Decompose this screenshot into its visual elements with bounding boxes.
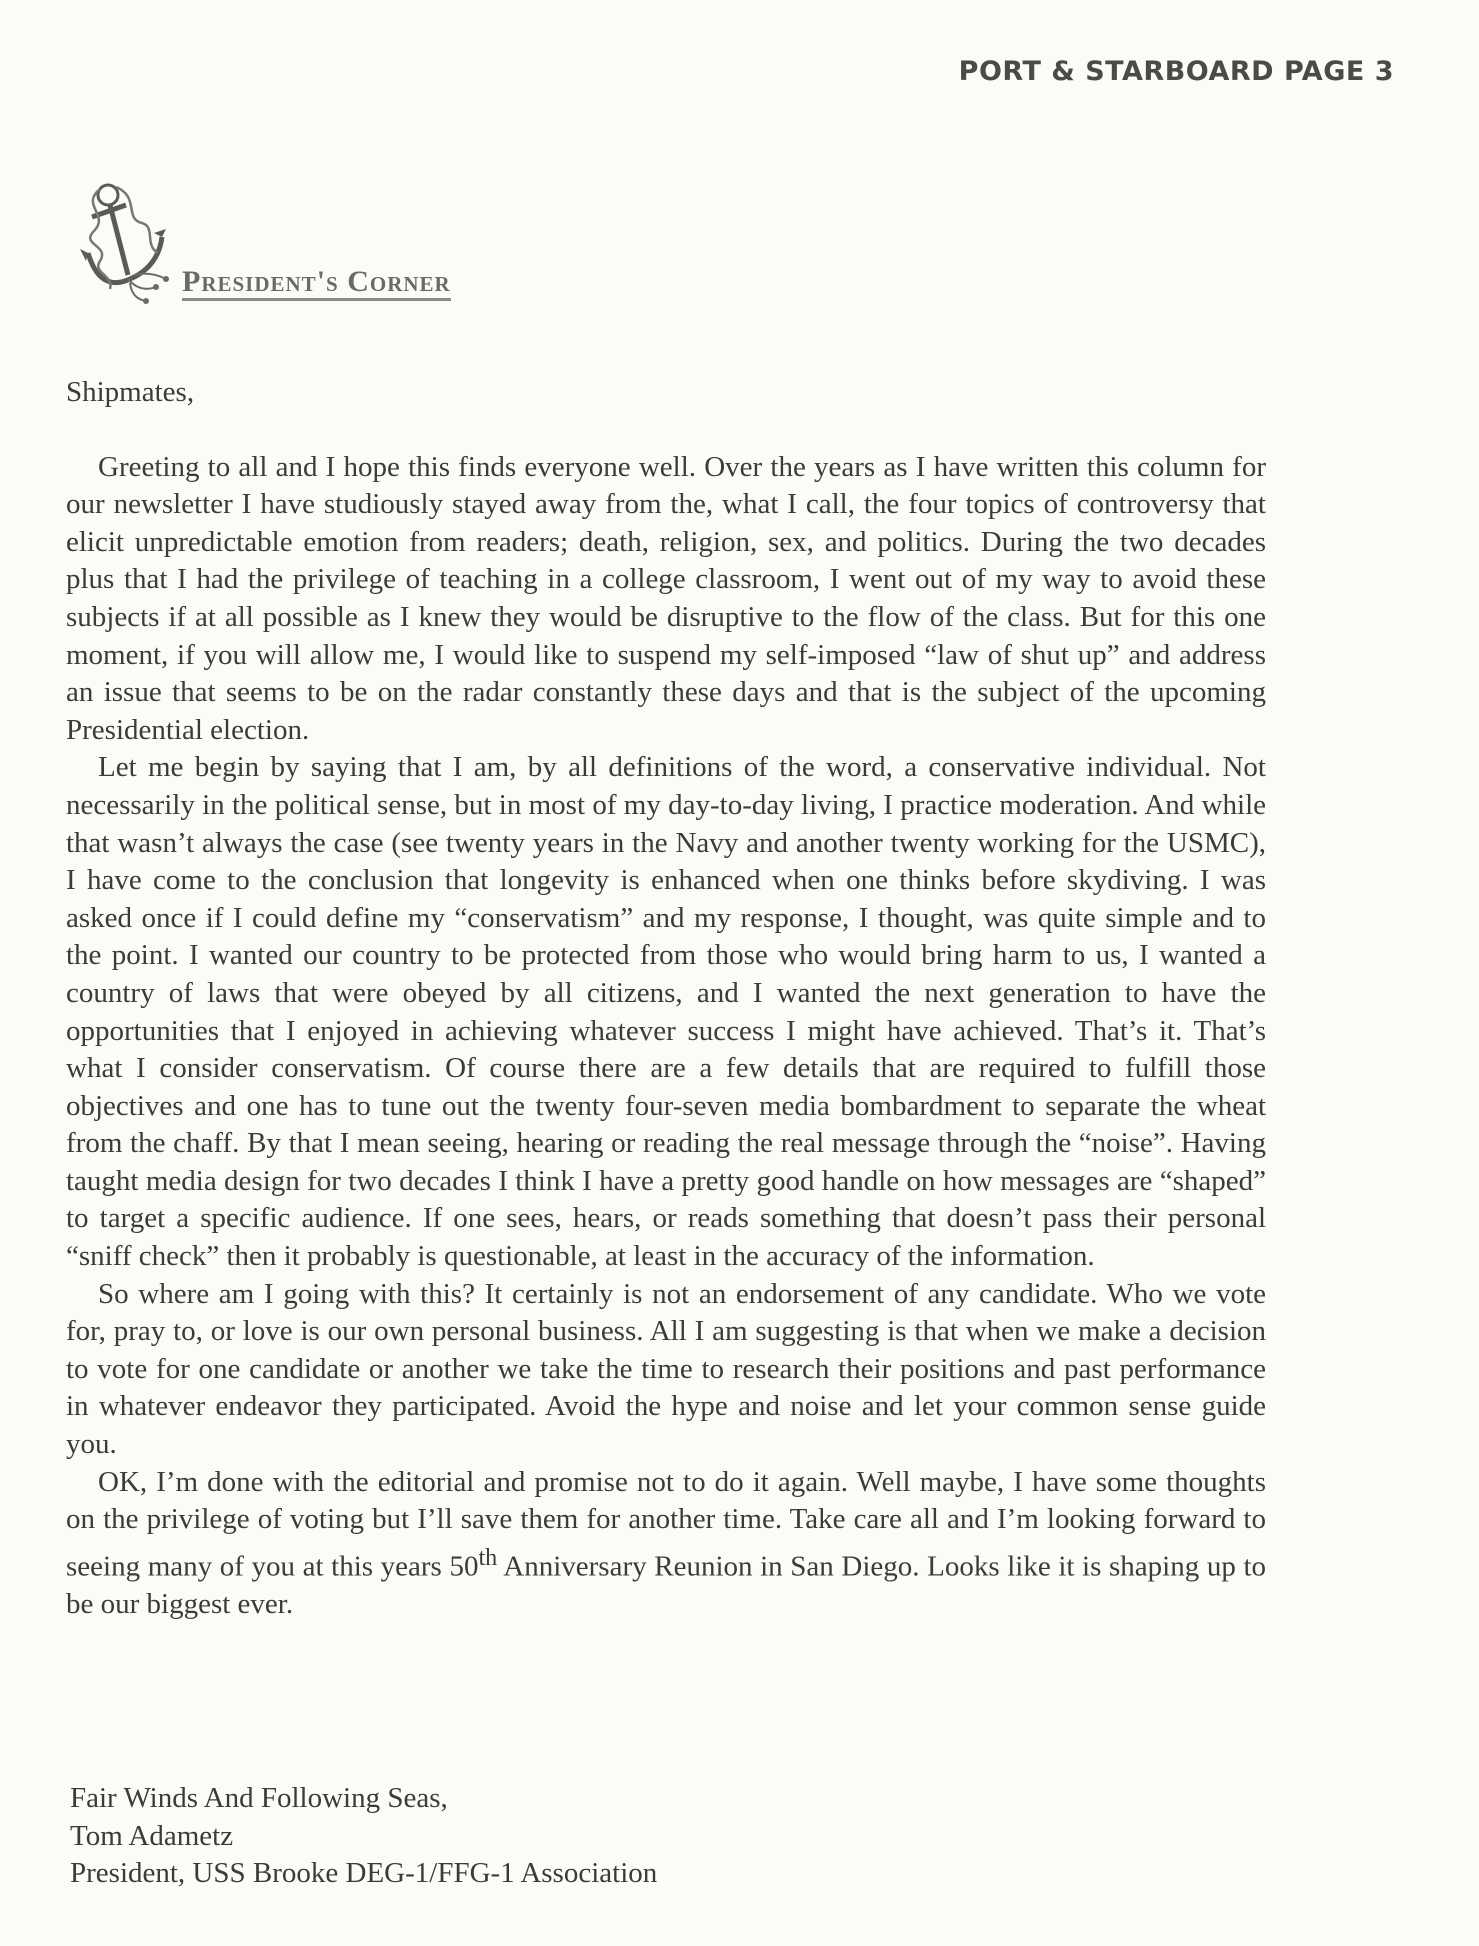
ordinal-suffix: th (478, 1543, 498, 1571)
paragraph: Let me begin by saying that I am, by all definitions of the word, a conservative individual. Not necessarily in the political sense, but in most of my day-to-day living, I practice moderation. And while that wasn’t always the case (see twenty years in the Navy and another twenty working for the USMC), I have come to the conclusion that longevity is enhanced when one thinks before skydiving. I was asked once if I could define my “conservatism” and my response, I thought, was quite simple and to the point. I wanted our country to be protected from those who would bring harm to us, I wanted a country of laws that were obeyed by all citizens, and I wanted the next generation to have the opportunities that I enjoyed in achieving whatever success I might have achieved. That’s it. That’s what I consider conservatism. Of course there are a few details that are required to fulfill those objectives and one has to tune out the twenty four-seven media bombardment to separate the wheat from the chaff. By that I mean seeing, hearing or reading the real message through the “noise”. Having taught media design for two decades I think I have a pretty good handle on how messages are “shaped” to target a specific audience. If one sees, hears, or reads something that doesn’t pass their personal “sniff check” then it probably is questionable, at least in the accuracy of the information. (66, 751, 1266, 1273)
closing (70, 1780, 657, 1893)
salutation: Shipmates, (66, 376, 195, 408)
signer-name: Tom Adametz (70, 1819, 234, 1852)
final-paragraph-text-end: Anniversary Reunion in San Diego. Looks like it is shaping up to be our biggest ever. (66, 1550, 1266, 1621)
final-paragraph (66, 1464, 1266, 1624)
paragraph: Greeting to all and I hope this finds everyone well. Over the years as I have written this column for our newsletter I have studiously stayed away from the, what I call, the four topics of controversy that elicit unpredictable emotion from readers; death, religion, sex, and politics. During the two decades plus that I had the privilege of teaching in a college classroom, I went out of my way to avoid these subjects if at all possible as I knew they would be disruptive to the flow of the class. But for this one moment, if you will allow me, I would like to suspend my self-imposed “law of shut up” and address an issue that seems to be on the radar constantly these days and that is the subject of the upcoming Presidential election. (66, 450, 1266, 746)
signer-title: President, USS Brooke DEG-1/FFG-1 Association (70, 1857, 658, 1889)
page-header: PORT & STARBOARD PAGE 3 (958, 56, 1394, 87)
anchor-with-rope-icon (70, 175, 180, 305)
paragraph: So where am I going with this? It certainly is not an endorsement of any candidate. Who we vote for, pray to, or love is our own personal business. All I am suggesting is that when we make a decision to vote for one candidate or another we take the time to research their positions and past performance in whatever endeavor they participated. Avoid the hype and noise and let your common sense guide you. (66, 1277, 1266, 1461)
signoff: Fair Winds And Following Seas, (70, 1782, 448, 1814)
final-paragraph-text: OK, I’m done with the editorial and promise not to do it again. Well maybe, I have some thoughts on the privilege of voting but I’ll save them for another time. Take care all and I’m looking forward to seeing many of you at this years 50 (66, 1465, 1266, 1583)
letter-body (66, 374, 1266, 1624)
section-title: President's Corner (182, 267, 451, 301)
section-banner (70, 175, 550, 305)
